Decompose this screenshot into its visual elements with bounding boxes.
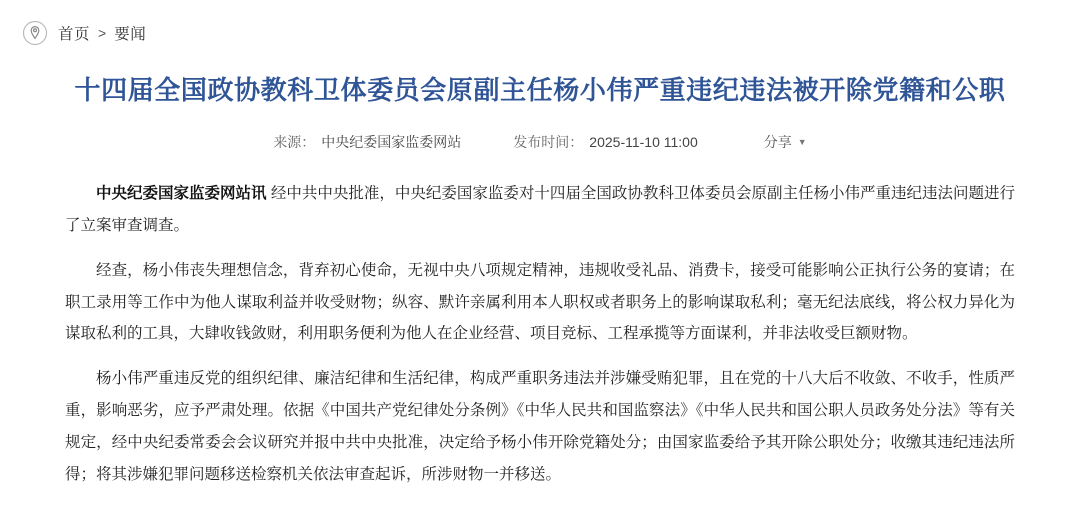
article-body (65, 178, 1015, 490)
publish-time-value: 2025-11-10 11:00 (589, 134, 698, 151)
breadcrumb-separator: > (98, 25, 107, 41)
source-value: 中央纪委国家监委网站 (321, 134, 462, 151)
location-pin-icon (22, 20, 48, 46)
paragraph-3: 杨小伟严重违反党的组织纪律、廉洁纪律和生活纪律，构成严重职务违法并涉嫌受贿犯罪，且在党的十八大后不收敛、不收手，性质严重，影响恶劣，应予严肃处理。依据《中国共产党纪律处分条例》《中华人民共和国监察法》《中华人民共和国公职人员政务处分法》等有关规定，经中央纪委常委会会议研究并报中共中央批准，决定给予杨小伟开除党籍处分；由国家监委给予其开除公职处分；收缴其违纪违法所得；将其涉嫌犯罪问题移送检察机关依法审查起诉，所涉财物一并移送。 (65, 370, 1015, 483)
source-label: 来源： (273, 134, 316, 151)
breadcrumb-home-link[interactable]: 首页 (58, 26, 91, 43)
share-button[interactable] (764, 132, 807, 152)
publish-time-label: 发布时间： (513, 134, 584, 151)
breadcrumb (0, 0, 1080, 50)
chevron-down-icon: ▼ (797, 136, 807, 147)
share-label: 分享 (763, 134, 792, 151)
paragraph-1 (65, 178, 1015, 242)
lead-source-label: 中央纪委国家监委网站讯 (96, 185, 267, 203)
breadcrumb-current[interactable]: 要闻 (114, 26, 147, 43)
article-meta (70, 132, 1010, 152)
paragraph-1-text: 经中共中央批准，中央纪委国家监委对十四届全国政协教科卫体委员会原副主任杨小伟严重违纪违法问题进行了立案审查调查。 (65, 185, 1015, 235)
page-title: 十四届全国政协教科卫体委员会原副主任杨小伟严重违纪违法被开除党籍和公职 (74, 75, 1006, 105)
paragraph-2: 经查，杨小伟丧失理想信念，背弃初心使命，无视中央八项规定精神，违规收受礼品、消费卡，接受可能影响公正执行公务的宴请；在职工录用等工作中为他人谋取利益并收受财物；纵容、默许亲属利用本人职权或者职务上的影响谋取私利；毫无纪法底线，将公权力异化为谋取私利的工具，大肆收钱敛财，利用职务便利为他人在企业经营、项目竞标、工程承揽等方面谋利，并非法收受巨额财物。 (65, 261, 1015, 343)
article-publish-time (513, 132, 697, 152)
article-source (273, 132, 461, 152)
